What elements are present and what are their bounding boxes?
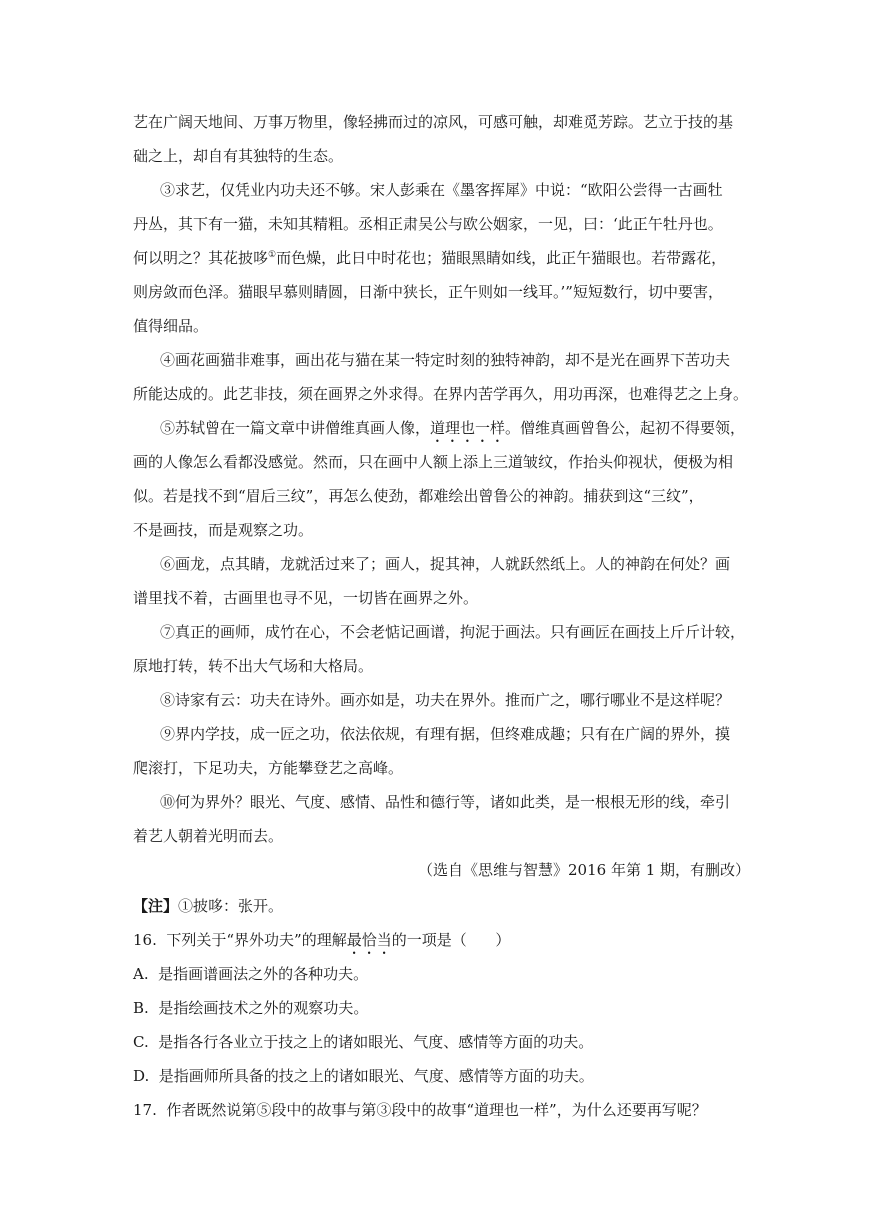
paragraph-6-line: ⑥画龙，点其睛，龙就活过来了；画人，捉其神，人就跃然纸上。人的神韵在何处？画 <box>160 555 731 573</box>
paragraph-3-line: ③求艺，仅凭业内功夫还不够。宋人彭乘在《墨客挥犀》中说：“欧阳公尝得一古画牡 <box>160 181 723 199</box>
question-17-stem: 17. 作者既然说第⑤段中的故事与第③段中的故事“道理也一样”，为什么还要再写呢？ <box>133 1101 707 1119</box>
paragraph-3-line: 则房敛而色泽。猫眼早慕则睛圆，日渐中狭长，正午则如一线耳。’”短短数行，切中要害， <box>133 283 723 301</box>
paragraph-10-line: ⑩何为界外？眼光、气度、感情、品性和德行等，诸如此类，是一根根无形的线，牵引 <box>160 793 731 811</box>
paragraph-9-line: ⑨界内学技，成一匠之功，依法依规，有理有据，但终难成趣；只有在广阔的界外，摸 <box>160 725 731 743</box>
paragraph-3-line: 值得细品。 <box>133 317 209 335</box>
paragraph-line: 艺在广阔天地间、万事万物里，像轻拂而过的凉风，可感可触，却难觅芳踪。艺立于技的基 <box>133 113 734 131</box>
paragraph-5-line: 不是画技，而是观察之功。 <box>133 521 314 539</box>
paragraph-4-line: 所能达成的。此艺非技，须在画界之外求得。在界内苦学再久，用功再深，也难得艺之上身。 <box>133 385 749 403</box>
question-16-stem: 16. 下列关于“界外功夫”的理解最恰当的一项是（ ） <box>133 931 511 949</box>
question-16-option-d: D. 是指画师所具备的技之上的诸如眼光、气度、感情等方面的功夫。 <box>133 1067 594 1085</box>
footnote-text: ①披哆：张开。 <box>178 897 284 915</box>
source-citation: （选自《思维与智慧》2016 年第 1 期，有删改） <box>418 861 751 879</box>
paragraph-10-line: 着艺人朝着光明而去。 <box>133 827 284 845</box>
paragraph-5-line: 似。若是找不到“眉后三纹”，再怎么使劲，都难绘出曾鲁公的神韵。捕获到这“三纹”， <box>133 487 704 505</box>
question-16-option-b: B. 是指绘画技术之外的观察功夫。 <box>133 999 369 1017</box>
paragraph-3-line: 何以明之？其花披哆①而色燥，此日中时花也；猫眼黑睛如线，此正午猫眼也。若带露花， <box>133 249 727 267</box>
footnote <box>133 896 869 916</box>
footnote-label: 【注】 <box>133 897 179 915</box>
paragraph-6-line: 谱里找不着，古画里也寻不见，一切皆在画界之外。 <box>133 589 479 607</box>
paragraph-9-line: 爬滚打，下足功夫，方能攀登艺之高峰。 <box>133 759 404 777</box>
footnote-marker: ① <box>268 250 277 260</box>
paragraph-3-line: 丹丛，其下有一猫，未知其精粗。丞相正肃吴公与欧公姻家，一见，曰：‘此正午牡丹也。 <box>133 215 723 233</box>
emphasized-phrase: 道理也一样 <box>430 419 506 437</box>
paragraph-line: 础之上，却自有其独特的生态。 <box>133 147 344 165</box>
question-16-option-a: A. 是指画谱画法之外的各种功夫。 <box>133 965 369 983</box>
paragraph-7-line: ⑦真正的画师，成竹在心，不会老惦记画谱，拘泥于画法。只有画匠在画技上斤斤计较， <box>160 623 746 641</box>
question-16-option-c: C. 是指各行各业立于技之上的诸如眼光、气度、感情等方面的功夫。 <box>133 1033 594 1051</box>
paragraph-5-line: 画的人像怎么看都没感觉。然而，只在画中人额上添上三道皱纹，作抬头仰视状，便极为相 <box>133 453 734 471</box>
paragraph-5-line: ⑤苏轼曾在一篇文章中讲僧维真画人像，道理也一样。僧维真画曾鲁公，起初不得要领， <box>160 419 746 437</box>
paragraph-4-line: ④画花画猫非难事，画出花与猫在某一特定时刻的独特神韵，却不是光在画界下苦功夫 <box>160 351 731 369</box>
paragraph-8-line: ⑧诗家有云：功夫在诗外。画亦如是，功夫在界外。推而广之，哪行哪业不是这样呢？ <box>160 691 731 709</box>
emphasized-phrase: 最恰当 <box>346 931 392 949</box>
paragraph-7-line: 原地打转，转不出大气场和大格局。 <box>133 657 374 675</box>
